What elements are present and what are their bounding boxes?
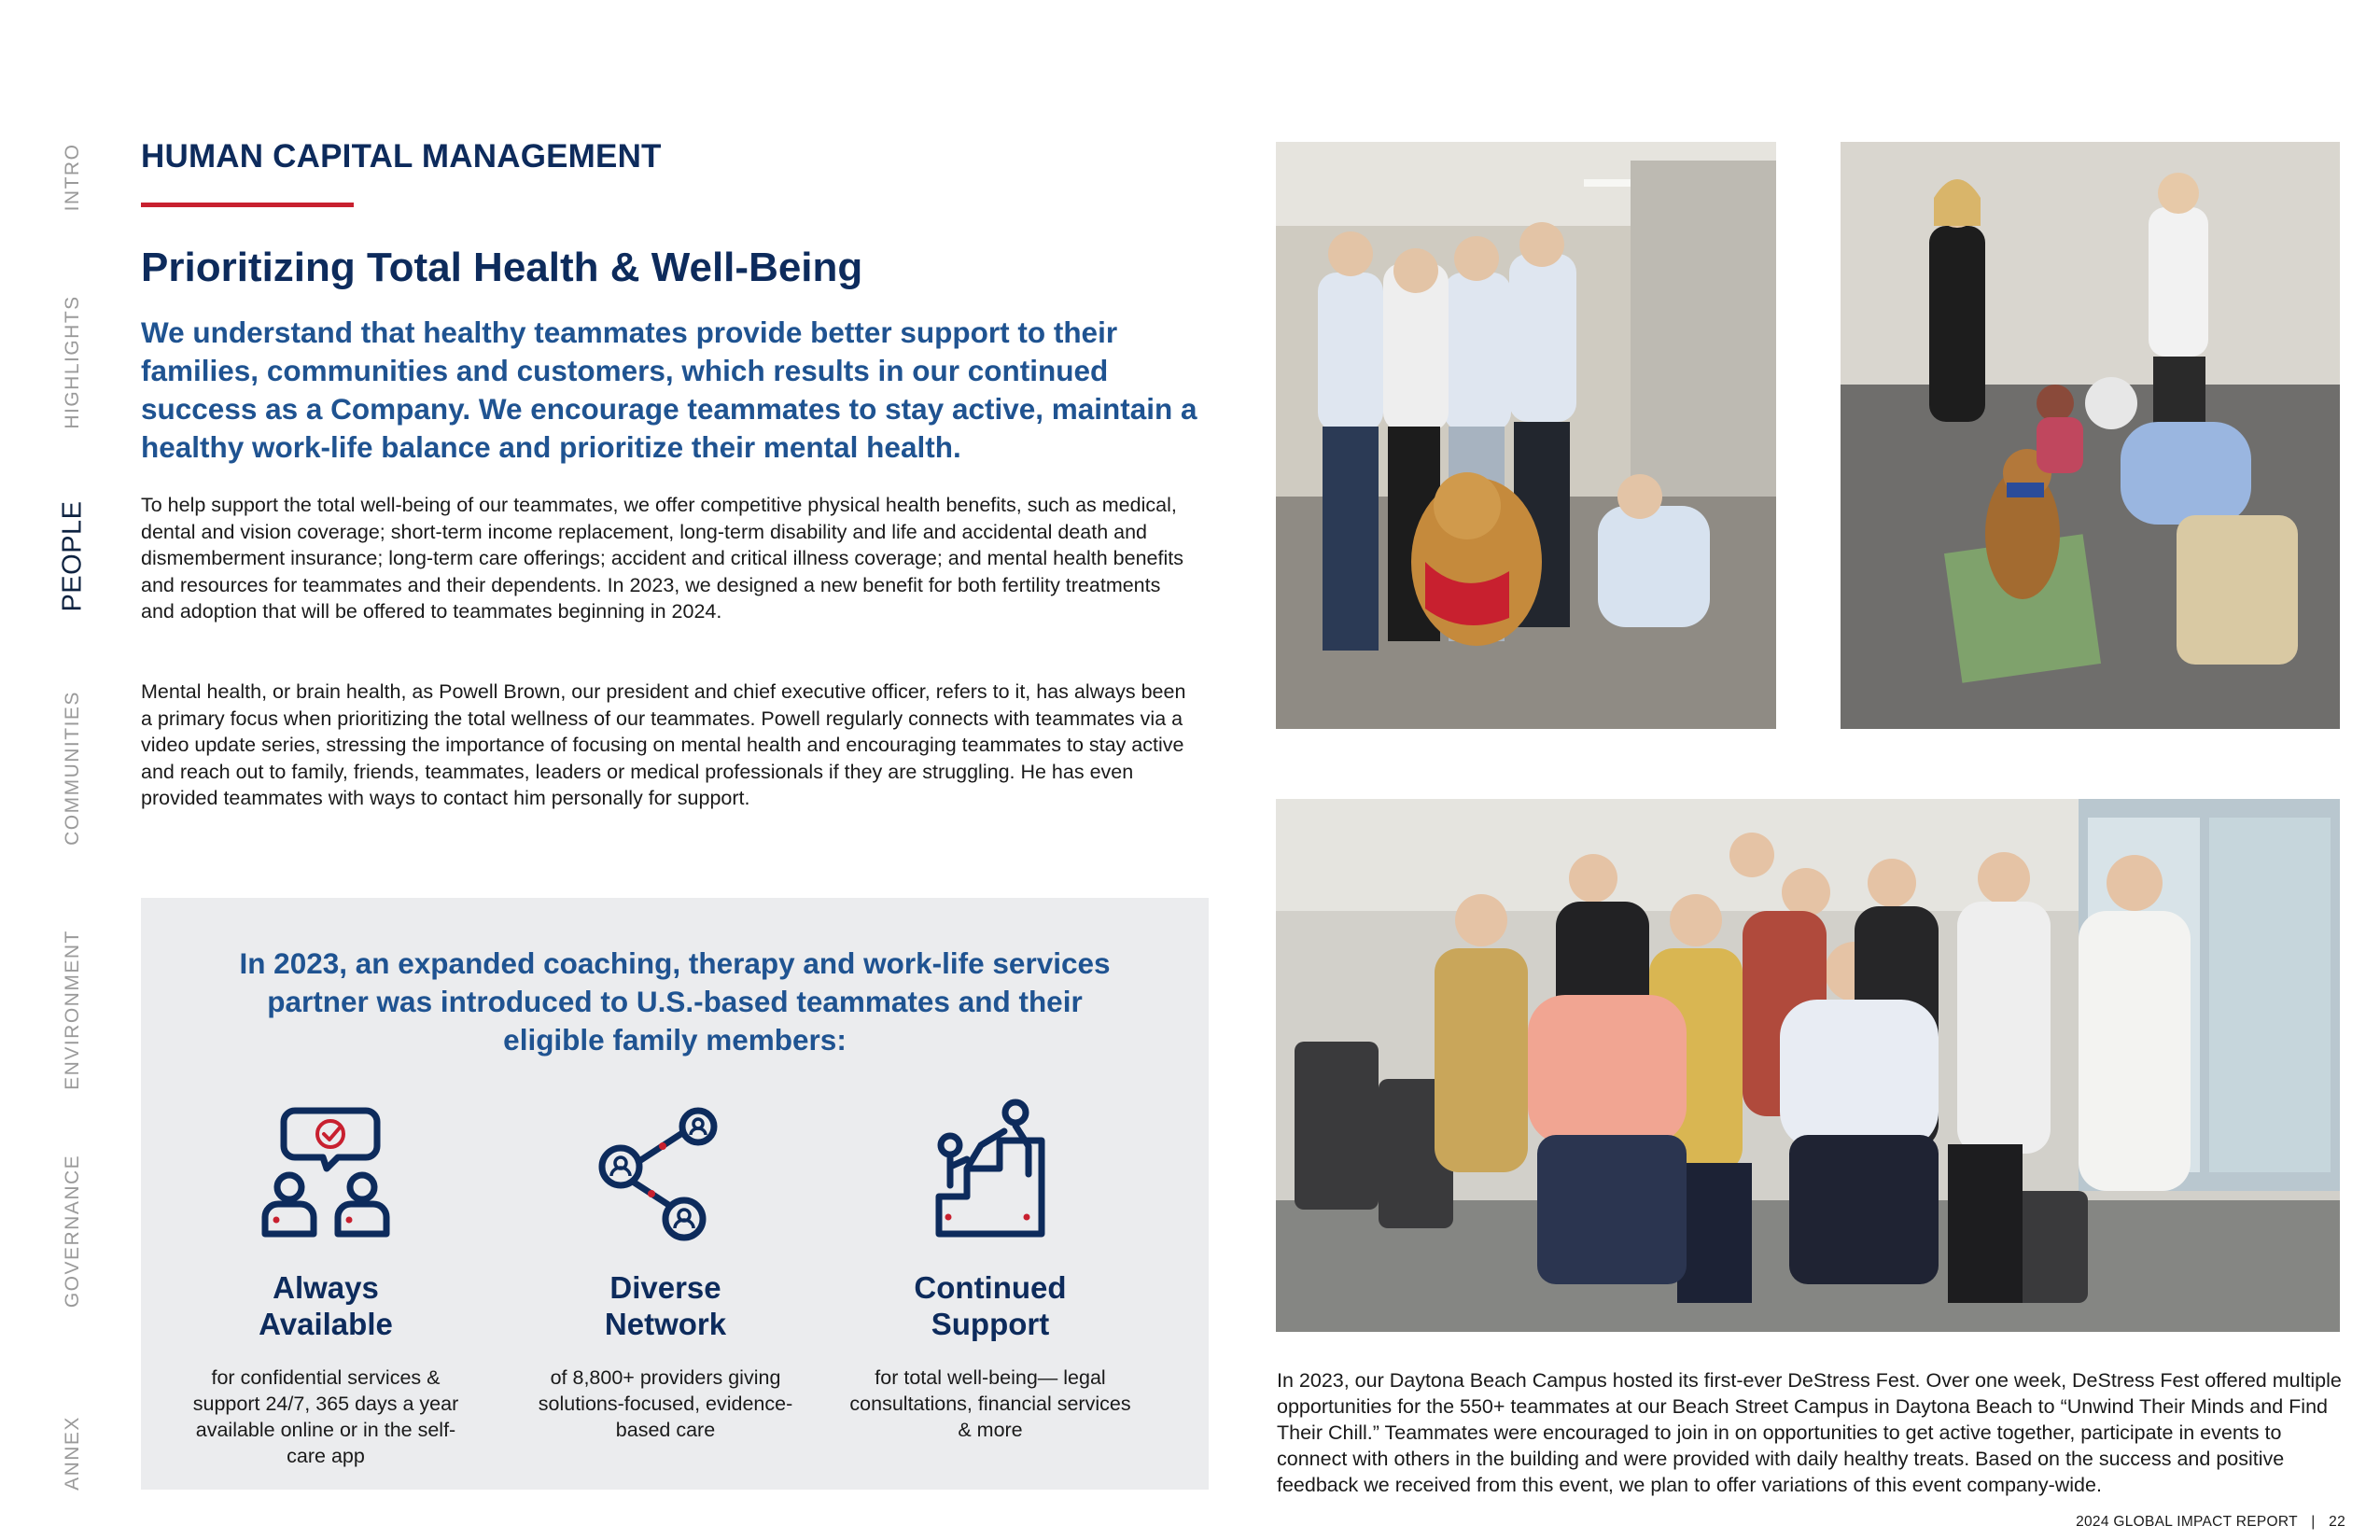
photo-illustration xyxy=(1276,142,1776,729)
photo-illustration xyxy=(1276,799,2340,1332)
photo-teammates-with-terrier xyxy=(1841,142,2340,729)
page-number: 22 xyxy=(2329,1514,2345,1530)
photo-teammates-with-golden-retriever xyxy=(1276,142,1776,729)
body-paragraph-benefits: To help support the total well-being of our teammates, we offer competitive physical health benefits, such as medical, dental and vision coverage; short-term income replacement, long-term disability and life and accidental death and dismemberment insurance; long-term care offerings; accident and critical illness coverage; and mental health benefits and resources for teammates and their dependents. In 2023, we designed a new benefit for both fertility treatments and adoption that will be offered to teammates beginning in 2024. xyxy=(141,494,1183,623)
nav-item-people[interactable]: PEOPLE xyxy=(57,500,88,612)
feature-continued-support xyxy=(841,1094,1140,1443)
feature-always-available xyxy=(176,1094,475,1469)
services-callout xyxy=(141,898,1209,1490)
lead-paragraph: We understand that healthy teammates provide better support to their families, communities and customers, which results in our continued success as a Company. We encourage teammates to stay active, maintain a healthy work-life balance and prioritize their mental health. xyxy=(141,315,1197,464)
nav-item-communities[interactable]: COMMUNITIES xyxy=(62,691,83,846)
photo-caption: In 2023, our Daytona Beach Campus hosted its first-ever DeStress Fest. Over one week, DeStress Fest offered multiple opportunities for the 550+ teammates at our Beach Street Campus in Daytona Beach to “Unwind Their Minds and Find Their Chill.” Teammates were encouraged to join in on opportunities to get active together, participate in events to connect with others in the building and were provided with daily healthy treats. Based on the success and positive feedback we received from this event, we plan to offer variations of this event company-wide. xyxy=(1277,1369,2342,1496)
nav-item-governance[interactable]: GOVERNANCE xyxy=(62,1154,83,1309)
feature-title xyxy=(516,1269,815,1342)
network-icon xyxy=(586,1094,745,1253)
feature-title-text: Always Available xyxy=(259,1270,393,1341)
report-title: 2024 GLOBAL IMPACT REPORT xyxy=(2076,1514,2298,1530)
body-paragraph-mental-health: Mental health, or brain health, as Powell Brown, our president and chief executive officer, refers to it, has always been a primary focus when prioritizing the total wellness of our teammates. Powell regularly connects with teammates via a video update series, stressing the importance of focusing on mental health and encouraging teammates to stay active and reach out to family, friends, teammates, leaders or medical professionals if they are struggling. He has even provided teammates with ways to contact him personally for support. xyxy=(141,680,1186,810)
callout-title: In 2023, an expanded coaching, therapy and work-life services partner was introduced to U.S.-based teammates and their eligible family members: xyxy=(239,946,1111,1057)
nav-item-annex[interactable]: ANNEX xyxy=(62,1416,83,1491)
feature-description: of 8,800+ providers giving solutions-focused, evidence-based care xyxy=(538,1366,793,1441)
feature-title xyxy=(841,1269,1140,1342)
page-title: Prioritizing Total Health & Well-Being xyxy=(141,245,863,290)
nav-item-environment[interactable]: ENVIRONMENT xyxy=(62,930,83,1090)
nav-item-intro[interactable]: INTRO xyxy=(62,143,83,212)
consultation-icon xyxy=(246,1094,405,1253)
page-footer xyxy=(2076,1514,2345,1531)
side-navigation xyxy=(0,0,140,1540)
feature-diverse-network xyxy=(516,1094,815,1443)
accent-rule xyxy=(141,203,354,207)
feature-title-text: Continued Support xyxy=(914,1270,1067,1341)
climbing-support-icon xyxy=(911,1094,1070,1253)
nav-item-highlights[interactable]: HIGHLIGHTS xyxy=(62,295,83,429)
photo-illustration xyxy=(1841,142,2340,729)
footer-separator: | xyxy=(2311,1514,2316,1530)
feature-title xyxy=(176,1269,475,1342)
feature-description: for confidential services & support 24/7, 365 days a year available online or in the self-care app xyxy=(192,1366,459,1467)
photo-destress-fest-group xyxy=(1276,799,2340,1332)
feature-title-text: Diverse Network xyxy=(604,1270,727,1341)
section-label: HUMAN CAPITAL MANAGEMENT xyxy=(141,138,662,175)
feature-description: for total well-being— legal consultations, financial services & more xyxy=(849,1366,1131,1441)
